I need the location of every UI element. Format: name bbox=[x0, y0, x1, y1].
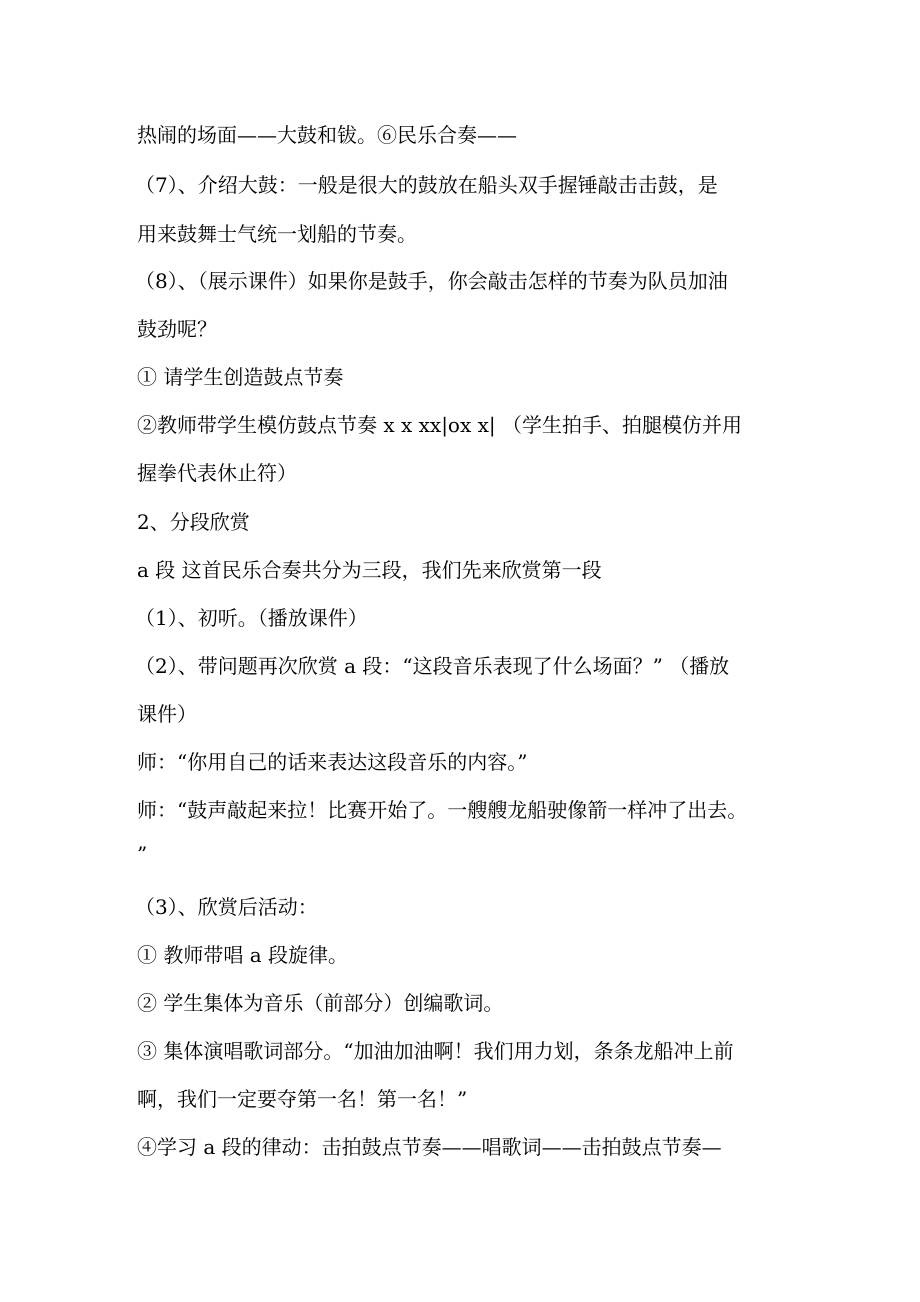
text-line: （1）、初听。（播放课件） bbox=[135, 606, 368, 630]
text-line: ① 请学生创造鼓点节奏 bbox=[137, 365, 344, 389]
text-line: ③ 集体演唱歌词部分。“加油加油啊！我们用力划，条条龙船冲上前 bbox=[137, 1039, 734, 1063]
text-line: （3）、欣赏后活动： bbox=[135, 895, 318, 919]
text-line: （8）、（展示课件）如果你是鼓手，你会敲击怎样的节奏为队员加油 bbox=[135, 269, 728, 293]
section-heading: 2、分段欣赏 bbox=[137, 510, 250, 534]
text-line: ②教师带学生模仿鼓点节奏 x x xx|ox x| （学生拍手、拍腿模仿并用 bbox=[137, 413, 742, 437]
text-line: 握拳代表休止符） bbox=[137, 461, 297, 485]
text-line: 热闹的场面——大鼓和钹。⑥民乐合奏—— bbox=[137, 123, 517, 147]
text-line: 师：“你用自己的话来表达这段音乐的内容。” bbox=[137, 750, 528, 774]
text-line: ④学习 a 段的律动：击拍鼓点节奏——唱歌词——击拍鼓点节奏— bbox=[137, 1135, 722, 1159]
text-line: （7）、介绍大鼓：一般是很大的鼓放在船头双手握锤敲击击鼓，是 bbox=[135, 173, 718, 197]
text-line: ” bbox=[137, 842, 148, 866]
text-line: ① 教师带唱 a 段旋律。 bbox=[137, 943, 348, 967]
text-line: 用来鼓舞士气统一划船的节奏。 bbox=[137, 222, 417, 246]
text-line: （2）、带问题再次欣赏 a 段：“这段音乐表现了什么场面？” （播放 bbox=[135, 654, 730, 678]
text-line: ② 学生集体为音乐（前部分）创编歌词。 bbox=[137, 991, 504, 1015]
text-line: 鼓劲呢？ bbox=[137, 317, 217, 341]
text-line: 啊，我们一定要夺第一名！第一名！” bbox=[137, 1087, 468, 1111]
text-line: 师：“鼓声敲起来拉！比赛开始了。一艘艘龙船驶像箭一样冲了出去。 bbox=[137, 798, 748, 822]
text-line: 课件） bbox=[137, 702, 197, 726]
text-line: a 段 这首民乐合奏共分为三段，我们先来欣赏第一段 bbox=[137, 558, 602, 582]
